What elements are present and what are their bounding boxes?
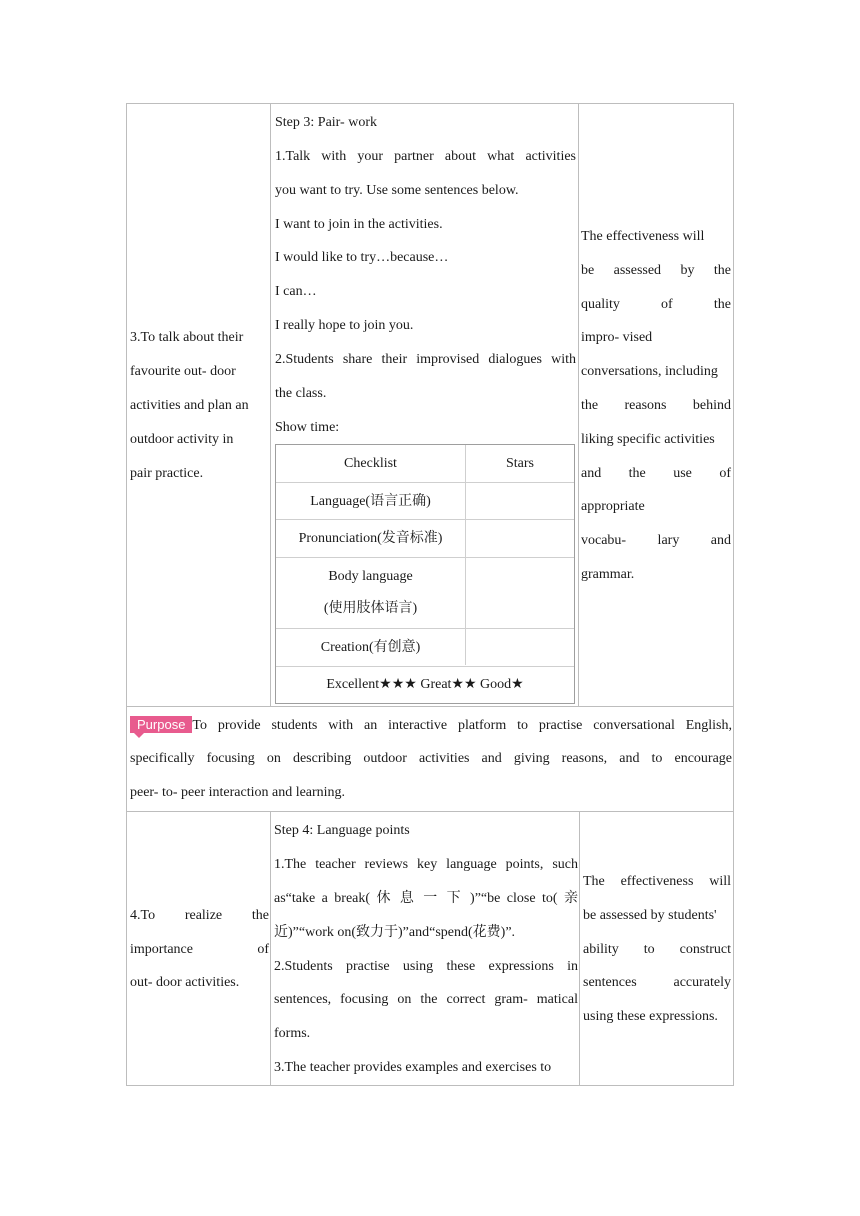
checklist-row [276, 558, 574, 629]
procedure-line: 1.Talk with your partner about what activities [275, 149, 576, 164]
assessment-line: ability to construct [583, 942, 731, 957]
step-title: Step 3: Pair- work [275, 115, 377, 130]
procedure-line: 1.The teacher reviews key language points, such [274, 857, 578, 872]
procedure-line: I can… [275, 284, 317, 299]
checklist-table [275, 444, 575, 704]
objective-line: importance of [130, 942, 269, 957]
assessment-line: The effectiveness will [581, 229, 705, 244]
table-border-right [733, 103, 734, 1086]
column-divider [578, 103, 579, 706]
stars-header: Stars [506, 456, 534, 471]
assessment-line: liking specific activities [581, 432, 715, 447]
procedure-line: sentences, focusing on the correct gram- matical [274, 992, 578, 1007]
procedure-line: the class. [275, 386, 327, 401]
checklist-row [276, 629, 574, 667]
objective-line: out- door activities. [130, 975, 240, 990]
checklist-item-note: (使用肢体语言) [323, 601, 418, 616]
checklist-row [276, 483, 574, 520]
checklist-item: Creation(有创意) [320, 640, 421, 655]
assessment-line: vocabu- lary and [581, 533, 731, 548]
procedure-line: 3.The teacher provides examples and exercises to [274, 1060, 552, 1075]
assessment-line: grammar. [581, 567, 635, 582]
procedure-line: 2.Students practise using these expressions in [274, 959, 578, 974]
column-divider [270, 811, 271, 1085]
procedure-line: Show time: [275, 420, 340, 435]
assessment-line: sentences accurately [583, 975, 731, 990]
assessment-line: impro- vised [581, 330, 653, 345]
assessment-line: The effectiveness will [583, 874, 731, 889]
procedure-line: 近)”“work on(致力于)”and“spend(花费)”. [274, 925, 516, 940]
procedure-line: as“take a break( 休 息 一 下 )”“be close to( 亲 [274, 891, 578, 906]
procedure-line: forms. [274, 1026, 311, 1041]
procedure-line: I really hope to join you. [275, 318, 414, 333]
star-legend: Excellent★★★ Great★★ Good★ [326, 677, 524, 692]
assessment-line: the reasons behind [581, 398, 731, 413]
assessment-line: and the use of [581, 466, 731, 481]
checklist-row [276, 520, 574, 558]
purpose-line: specifically focusing on describing outdoor activities and giving reasons, and to encourage [130, 751, 732, 766]
objective-line: favourite out- door [130, 364, 236, 379]
objective-line: 4.To realize the [130, 908, 269, 923]
objective-line: outdoor activity in [130, 432, 234, 447]
objective-line: 3.To talk about their [130, 330, 244, 345]
assessment-line: be assessed by students' [583, 908, 717, 923]
row-divider [126, 706, 734, 707]
table-border-bottom [126, 1085, 734, 1086]
assessment-line: quality of the [581, 297, 731, 312]
checklist-item: Body language [328, 569, 413, 584]
checklist-item: Language(语言正确) [310, 494, 431, 509]
purpose-line: Purpose To provide students with an interactive platform to practise conversational English, [130, 709, 732, 743]
column-divider [579, 811, 580, 1085]
objective-line: activities and plan an [130, 398, 249, 413]
checklist-item: Pronunciation(发音标准) [298, 531, 443, 546]
assessment-line: appropriate [581, 499, 645, 514]
assessment-line: be assessed by the [581, 263, 731, 278]
step-title: Step 4: Language points [274, 823, 410, 838]
procedure-line: you want to try. Use some sentences below. [275, 183, 519, 198]
purpose-line: peer- to- peer interaction and learning. [130, 785, 346, 800]
objective-line: pair practice. [130, 466, 204, 481]
table-border-left [126, 103, 127, 1086]
row-divider [126, 811, 734, 812]
column-divider [270, 103, 271, 706]
procedure-line: I want to join in the activities. [275, 217, 443, 232]
procedure-line: I would like to try…because… [275, 250, 449, 265]
procedure-line: 2.Students share their improvised dialogues with [275, 352, 576, 367]
table-border-top [126, 103, 734, 104]
checklist-header: Checklist [344, 456, 397, 471]
assessment-line: conversations, including [581, 364, 718, 379]
purpose-badge: Purpose [130, 716, 192, 733]
checklist-header-row [276, 445, 574, 483]
assessment-line: using these expressions. [583, 1009, 718, 1024]
